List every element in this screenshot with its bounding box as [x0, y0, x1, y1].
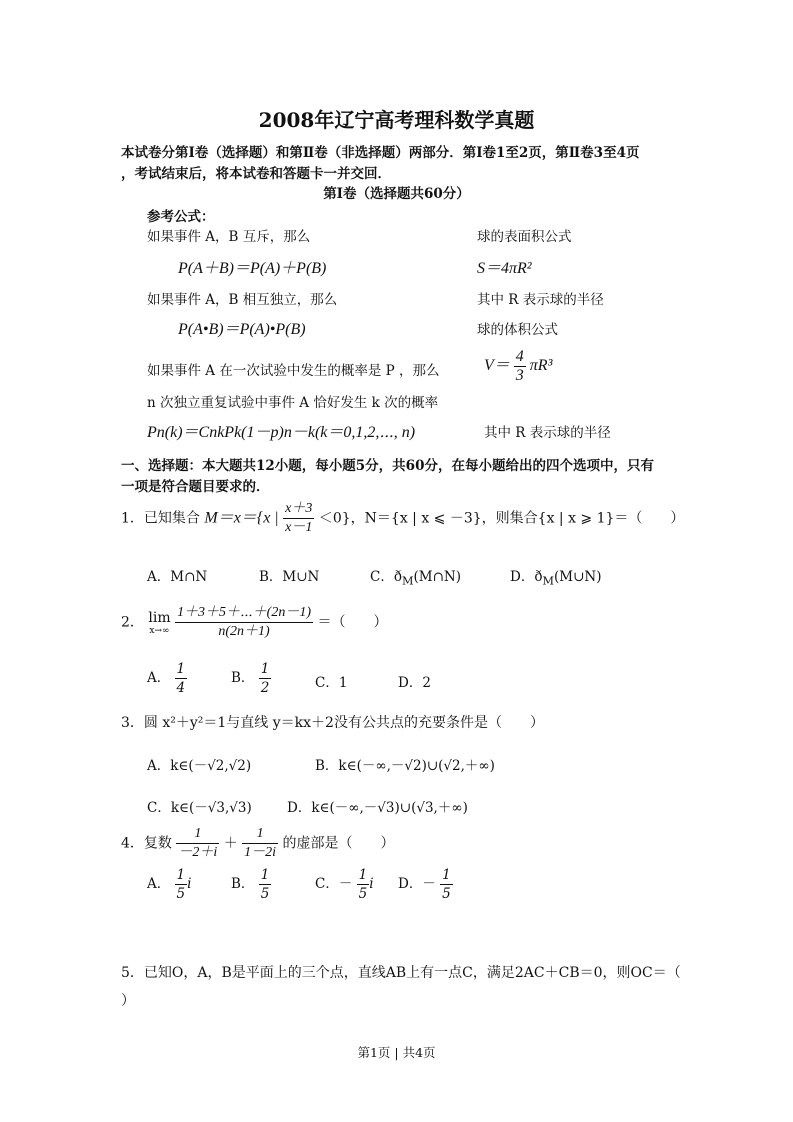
q4-option-d-frac: [440, 866, 453, 903]
q4-f2-num: 1: [242, 825, 278, 844]
q2-fraction: [175, 604, 313, 641]
q1-rest: ＜0}，N＝{x | x ⩽ －3}，则集合{x | x ⩾ 1}＝（ ）: [318, 510, 685, 527]
page-title: 2008年辽宁高考理科数学真题: [258, 108, 535, 132]
q2-option-a-frac: [175, 660, 188, 697]
sphere-volume-lhs: V＝: [484, 357, 510, 375]
q2-option-a: [147, 660, 187, 697]
sphere-volume-den: 3: [515, 367, 524, 384]
formula-right-2: S＝4πR²: [477, 260, 532, 277]
q3-option-c: C．k∈(－√3,√3): [147, 800, 252, 816]
part1-line-1: 一、选择题：本大题共12小题，每小题5分，共60分，在每小题给出的四个选项中，只有: [121, 458, 654, 474]
q1-option-c: [370, 565, 461, 588]
q3-option-d: D．k∈(－∞,－√3)∪(√3,＋∞): [287, 800, 468, 816]
q4-prefix: 4．复数: [121, 835, 172, 852]
sphere-volume-num: 4: [515, 348, 524, 365]
q1-option-d: [510, 565, 601, 588]
formula-left-7: Pn(k)＝CnkPk(1－p)n－k(k＝0,1,2,⋯, n): [147, 424, 416, 441]
q4-option-b-frac: [259, 866, 272, 903]
formula-right-6: 其中 R 表示球的半径: [484, 425, 611, 441]
q2-option-b-num: 1: [260, 661, 270, 677]
intro-line-2: ，考试结束后，将本试卷和答题卡一并交回．: [121, 166, 391, 182]
q2-lim: lim: [148, 609, 171, 626]
q4-option-d-den: 5: [442, 886, 451, 902]
q2-option-a-label: A．: [147, 670, 171, 686]
formula-heading: 参考公式：: [147, 209, 215, 225]
q2-option-d: D．2: [398, 675, 431, 691]
question-2: [121, 604, 387, 641]
q4-option-c: [315, 866, 374, 903]
q4-option-c-label: C．－: [315, 876, 353, 892]
q2-option-a-den: 4: [176, 680, 186, 696]
formula-left-3: 如果事件 A，B 相互独立，那么: [147, 292, 338, 308]
q4-f1-num: 1: [176, 825, 219, 844]
q4-option-c-num: 1: [358, 867, 368, 883]
q4-plus: ＋: [223, 835, 238, 852]
formula-left-2: P(A＋B)＝P(A)＋P(B): [178, 260, 327, 277]
q2-option-b: [231, 660, 271, 697]
q1-option-d-expr: (M∪N): [553, 569, 602, 585]
q4-option-d: [398, 866, 453, 903]
q2-option-b-label: B．: [231, 670, 255, 686]
question-3: 3．圆 x²＋y²＝1与直线 y＝kx＋2没有公共点的充要条件是（ ）: [121, 715, 544, 731]
formula-left-1: 如果事件 A，B 互斥，那么: [147, 229, 311, 245]
q2-frac-num: 1＋3＋5＋⋯＋(2n－1): [175, 604, 313, 623]
q3-option-b: B．k∈(－∞,－√2)∪(√2,＋∞): [315, 758, 495, 774]
q2-limit: [148, 610, 170, 636]
section-heading: 第Ⅰ卷（选择题共60分）: [323, 186, 470, 202]
q4-option-a-i: i: [187, 876, 192, 892]
q4-option-a-den: 5: [176, 886, 186, 902]
intro-line-1: 本试卷分第Ⅰ卷（选择题）和第Ⅱ卷（非选择题）两部分．第Ⅰ卷1至2页，第Ⅱ卷3至4页: [121, 145, 640, 161]
formula-right-1: 球的表面积公式: [477, 229, 572, 245]
q4-fraction-1: [176, 825, 219, 862]
question-4: [121, 825, 395, 862]
question-5-line-1: 5．已知O，A，B是平面上的三个点，直线AB上有一点C，满足2AC＋CB＝0，则OC＝（: [121, 965, 681, 981]
q4-f1-den: －2＋i: [178, 845, 218, 860]
q4-option-d-label: D．－: [398, 876, 436, 892]
q2-lim-sub: x→∞: [149, 625, 170, 636]
q1-option-d-label: D．ð: [510, 569, 543, 585]
formula-right-5: [484, 348, 552, 385]
q2-option-a-num: 1: [176, 661, 186, 677]
q1-option-a: A．M∩N: [147, 569, 208, 585]
q1-fraction: [283, 500, 314, 537]
q1-option-d-sub: M: [542, 574, 554, 588]
q4-option-c-i: i: [369, 876, 374, 892]
question-1: [121, 500, 684, 537]
q1-set-m: M＝x＝{x |: [204, 509, 279, 527]
q1-frac-den: x－1: [285, 520, 313, 535]
formula-right-3: 其中 R 表示球的半径: [477, 292, 604, 308]
q1-option-c-sub: M: [401, 574, 414, 588]
q4-fraction-2: [242, 825, 278, 862]
q4-option-b-num: 1: [260, 867, 270, 883]
q1-option-c-label: C．ð: [370, 569, 402, 585]
question-5-line-2: ）: [121, 993, 135, 1009]
q4-rest: 的虚部是（ ）: [282, 835, 395, 852]
q1-prefix: 1．已知集合: [121, 510, 200, 527]
q2-frac-den: n(2n＋1): [218, 624, 270, 639]
q4-option-a: [147, 866, 191, 903]
q4-option-b-den: 5: [260, 886, 270, 902]
sphere-volume-fraction: [514, 348, 526, 385]
sphere-volume-rhs: πR³: [529, 357, 553, 375]
q1-option-b: B．M∪N: [259, 569, 320, 585]
q4-option-d-num: 1: [442, 867, 451, 883]
q4-option-a-num: 1: [176, 867, 186, 883]
formula-left-5: 如果事件 A 在一次试验中发生的概率是 P ，那么: [147, 363, 440, 379]
formula-left-4: P(A•B)＝P(A)•P(B): [178, 321, 306, 338]
q4-option-b-label: B．: [231, 876, 255, 892]
q1-frac-num: x＋3: [283, 500, 314, 519]
q2-rest: ＝（ ）: [317, 614, 388, 631]
formula-left-6: n 次独立重复试验中事件 A 恰好发生 k 次的概率: [147, 395, 439, 411]
q4-option-b: [231, 866, 271, 903]
q4-option-c-frac: [357, 866, 370, 903]
q2-option-b-frac: [259, 660, 272, 697]
q2-prefix: 2．: [121, 614, 144, 631]
q4-option-a-label: A．: [147, 876, 171, 892]
q2-option-c: C．1: [315, 675, 348, 691]
q2-option-b-den: 2: [260, 680, 270, 696]
page-footer: 第1页 | 共4页: [357, 1045, 436, 1060]
q3-option-a: A．k∈(－√2,√2): [147, 758, 252, 774]
q4-option-c-den: 5: [358, 886, 368, 902]
q4-f2-den: 1－2i: [244, 845, 277, 860]
part1-line-2: 一项是符合题目要求的．: [121, 479, 270, 495]
q1-option-c-expr: (M∩N): [413, 569, 461, 585]
formula-right-4: 球的体积公式: [477, 322, 558, 338]
q4-option-a-frac: [175, 866, 188, 903]
